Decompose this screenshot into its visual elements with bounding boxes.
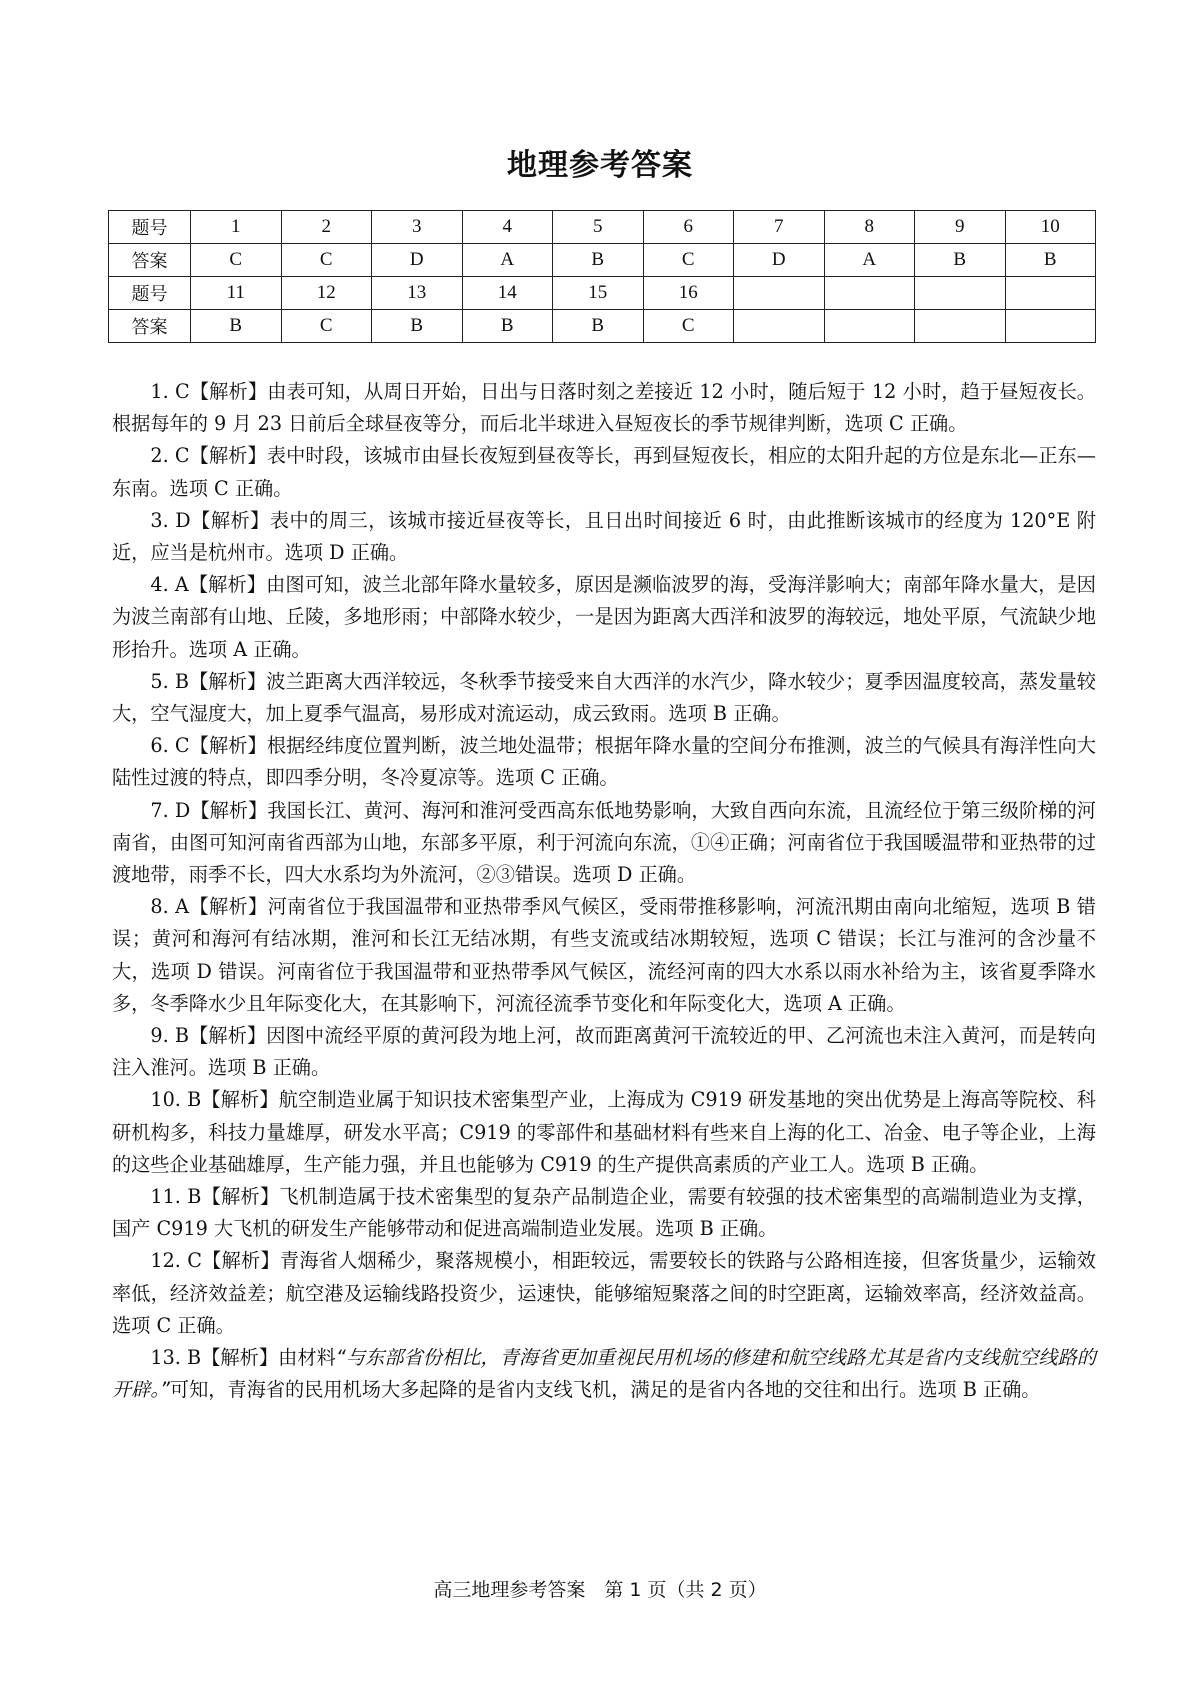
- table-cell: 4: [462, 211, 553, 244]
- table-cell: [824, 277, 915, 310]
- table-cell: 6: [643, 211, 734, 244]
- table-row: [109, 244, 1096, 277]
- table-row: [109, 277, 1096, 310]
- table-cell: 12: [281, 277, 372, 310]
- table-cell: B: [372, 310, 463, 343]
- table-cell: 16: [643, 277, 734, 310]
- table-cell: 11: [191, 277, 282, 310]
- table-cell: C: [643, 310, 734, 343]
- table-cell: [1005, 310, 1096, 343]
- explanation-11: 11. B【解析】飞机制造属于技术密集型的复杂产品制造企业，需要有较强的技术密集型的高端制造业为支撑，国产 C919 大飞机的研发生产能够带动和促进高端制造业发展。选项 B 正确。: [112, 1185, 1096, 1241]
- explanation-8: 8. A【解析】河南省位于我国温带和亚热带季风气候区，受雨带推移影响，河流汛期由南向北缩短，选项 B 错误；黄河和海河有结冰期，淮河和长江无结冰期，有些支流或结冰期较短，选项 C 错误；长江与淮河的含沙量不大，选项 D 错误。河南省位于我国温带和亚热带季风气候区，流经河南的四大水系以雨水补给为主，该省夏季降水多，冬季降水少且年际变化大，在其影响下，河流径流季节变化和年际变化大，选项 A 正确。: [112, 895, 1096, 1015]
- table-cell: 2: [281, 211, 372, 244]
- table-cell: [915, 310, 1006, 343]
- explanations: [112, 376, 1096, 1407]
- table-cell: C: [281, 244, 372, 277]
- table-row-header: 题号: [109, 211, 191, 244]
- explanation-5: 5. B【解析】波兰距离大西洋较远，冬秋季节接受来自大西洋的水汽少，降水较少；夏季因温度较高，蒸发量较大，空气湿度大，加上夏季气温高，易形成对流运动，成云致雨。选项 B 正确。: [112, 669, 1096, 726]
- table-cell: 15: [553, 277, 644, 310]
- table-cell: [734, 310, 825, 343]
- table-cell: [915, 277, 1006, 310]
- table-cell: [824, 310, 915, 343]
- explanation-6: 6. C【解析】根据经纬度位置判断，波兰地处温带；根据年降水量的空间分布推测，波兰的气候具有海洋性向大陆性过渡的特点，即四季分明，冬冷夏凉等。选项 C 正确。: [112, 734, 1096, 790]
- explanation-4: 4. A【解析】由图可知，波兰北部年降水量较多，原因是濒临波罗的海，受海洋影响大；南部年降水量大，是因为波兰南部有山地、丘陵，多地形雨；中部降水较少，一是因为距离大西洋和波罗的海较远，地处平原，气流缺少地形抬升。选项 A 正确。: [112, 573, 1096, 661]
- explanation-2: 2. C【解析】表中时段，该城市由昼长夜短到昼夜等长，再到昼短夜长，相应的太阳升起的方位是东北—正东—东南。选项 C 正确。: [112, 444, 1096, 500]
- table-cell: 13: [372, 277, 463, 310]
- explanation-9: 9. B【解析】因图中流经平原的黄河段为地上河，故而距离黄河干流较近的甲、乙河流也未注入黄河，而是转向注入淮河。选项 B 正确。: [112, 1024, 1096, 1080]
- table-row-header: 题号: [109, 277, 191, 310]
- table-cell: B: [1005, 244, 1096, 277]
- table-cell: 8: [824, 211, 915, 244]
- explanation-13-quote: “与东部省份相比，青海省更加重视民用机场的修建和航空线路尤其是省内支线航空线路的开辟。”: [112, 1346, 1096, 1402]
- table-cell: 5: [553, 211, 644, 244]
- table-row-header: 答案: [109, 244, 191, 277]
- table-row-header: 答案: [109, 310, 191, 343]
- table-cell: 7: [734, 211, 825, 244]
- table-cell: C: [281, 310, 372, 343]
- page-footer: 高三地理参考答案 第 1 页（共 2 页）: [433, 1579, 767, 1601]
- table-cell: 1: [191, 211, 282, 244]
- table-cell: 9: [915, 211, 1006, 244]
- table-row: [109, 310, 1096, 343]
- explanation-13-suffix: 可知，青海省的民用机场大多起降的是省内支线飞机，满足的是省内各地的交往和出行。选项 B 正确。: [169, 1378, 1041, 1402]
- table-cell: 14: [462, 277, 553, 310]
- table-cell: [734, 277, 825, 310]
- table-cell: B: [553, 310, 644, 343]
- explanation-12: 12. C【解析】青海省人烟稀少，聚落规模小，相距较远，需要较长的铁路与公路相连接，但客货量少，运输效率低，经济效益差；航空港及运输线路投资少，运速快，能够缩短聚落之间的时空距离，运输效率高，经济效益高。选项 C 正确。: [112, 1249, 1096, 1337]
- explanation-7: 7. D【解析】我国长江、黄河、海河和淮河受西高东低地势影响，大致自西向东流，且流经位于第三级阶梯的河南省，由图可知河南省西部为山地，东部多平原，利于河流向东流，①④正确；河南省位于我国暖温带和亚热带的过渡地带，雨季不长，四大水系均为外流河，②③错误。选项 D 正确。: [112, 798, 1096, 887]
- explanation-10: 10. B【解析】航空制造业属于知识技术密集型产业，上海成为 C919 研发基地的突出优势是上海高等院校、科研机构多，科技力量雄厚，研发水平高；C919 的零部件和基础材料有些来自上海的化工、冶金、电子等企业，上海的这些企业基础雄厚，生产能力强，并且也能够为 C919 的生产提供高素质的产业工人。选项 B 正确。: [112, 1088, 1096, 1176]
- table-cell: A: [824, 244, 915, 277]
- table-cell: B: [553, 244, 644, 277]
- explanation-3: 3. D【解析】表中的周三，该城市接近昼夜等长，且日出时间接近 6 时，由此推断该城市的经度为 120°E 附近，应当是杭州市。选项 D 正确。: [112, 508, 1096, 565]
- table-cell: B: [191, 310, 282, 343]
- answer-table: [108, 210, 1096, 343]
- table-cell: D: [734, 244, 825, 277]
- table-row: [109, 211, 1096, 244]
- table-cell: [1005, 277, 1096, 310]
- table-cell: 10: [1005, 211, 1096, 244]
- table-cell: B: [462, 310, 553, 343]
- explanation-1: 1. C【解析】由表可知，从周日开始，日出与日落时刻之差接近 12 小时，随后短于 12 小时，趋于昼短夜长。根据每年的 9 月 23 日前后全球昼夜等分，而后北半球进入昼短夜长的季节规律判断，选项 C 正确。: [112, 380, 1096, 436]
- table-cell: A: [462, 244, 553, 277]
- page-title: 地理参考答案: [507, 148, 693, 183]
- table-cell: C: [191, 244, 282, 277]
- explanation-13: [112, 1342, 1096, 1406]
- table-cell: 3: [372, 211, 463, 244]
- table-cell: D: [372, 244, 463, 277]
- table-cell: C: [643, 244, 734, 277]
- explanation-13-prefix: 13. B【解析】由材料: [150, 1346, 336, 1370]
- table-cell: B: [915, 244, 1006, 277]
